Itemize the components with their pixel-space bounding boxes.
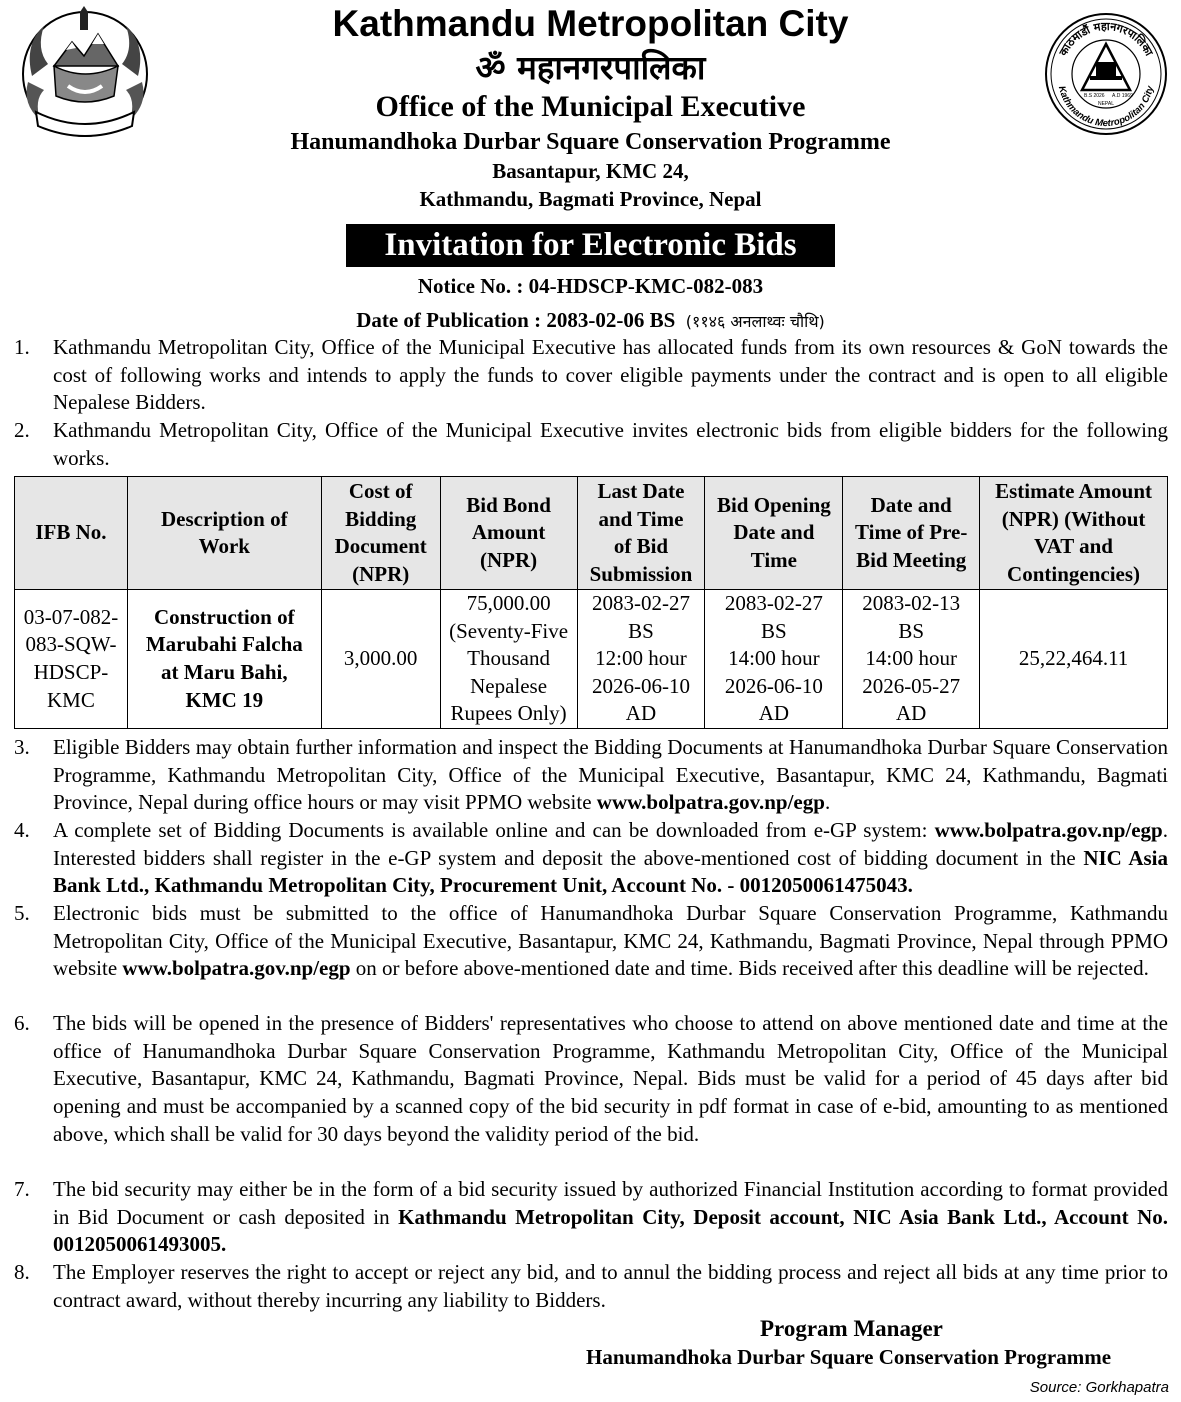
paragraph-text: The bid security may either be in the form of a bid security issued by authorized Financial Institution according to format provided in Bid Document or cash deposited in Kathmandu Metropolitan City, Deposit account, NIC Asia Bank Ltd., Account No. 0012050061493005. — [53, 1177, 1168, 1257]
cell-cost: 3,000.00 — [321, 590, 440, 729]
bank-account-text: NIC Asia Bank Ltd., Kathmandu Metropolitan City, Procurement Unit, Account No. - 0012050061475043. — [53, 845, 1168, 898]
seal-year-ad: A.D 1969 — [1112, 93, 1133, 99]
header-pre-bid-meeting: Date and Time of Pre- Bid Meeting — [843, 477, 980, 590]
paragraph-text: Eligible Bidders may obtain further information and inspect the Bidding Documents at Hanumandhoka Durbar Square Conservation Programme, Kathmandu Metropolitan City, Office of the Municipal Executive, Basantapur, KMC 24, Kathmandu, Bagmati Province, Nepal during office hours or may visit PPMO website www.bolpatra.gov.np/egp. — [53, 735, 1168, 815]
paragraph-7 — [14, 1176, 1168, 1259]
table-row — [15, 590, 1168, 729]
table-header-row — [15, 477, 1168, 590]
publication-date-label: Date of Publication : 2083-02-06 BS — [356, 308, 676, 332]
paragraph-1 — [14, 334, 1168, 417]
header-bid-opening: Bid Opening Date and Time — [705, 477, 843, 590]
works-table — [14, 476, 1168, 729]
paragraph-number: 7. — [14, 1177, 30, 1201]
cell-description: Construction of Marubahi Falcha at Maru Bahi, KMC 19 — [127, 590, 321, 729]
cell-bid-bond: 75,000.00 (Seventy-Five Thousand Nepalese Rupees Only) — [440, 590, 577, 729]
cell-bid-opening: 2083-02-27 BS 14:00 hour 2026-06-10 AD — [705, 590, 843, 729]
header-estimate-amount: Estimate Amount (NPR) (Without VAT and Contingencies) — [980, 477, 1168, 590]
paragraph-text: Kathmandu Metropolitan City, Office of the Municipal Executive invites electronic bids from eligible bidders for the following works. — [53, 418, 1168, 470]
paragraph-text: Kathmandu Metropolitan City, Office of the Municipal Executive has allocated funds from its own resources & GoN towards the cost of following works and intends to apply the funds to cover eligible payments under the contract and is open to all eligible Nepalese Bidders. — [53, 335, 1168, 415]
paragraph-5 — [14, 900, 1168, 983]
programme-name: Hanumandhoka Durbar Square Conservation Programme — [290, 129, 891, 155]
ppmo-link: www.bolpatra.gov.np/egp — [596, 790, 825, 815]
paragraph-3 — [14, 734, 1168, 817]
header-ifb-no: IFB No. — [15, 477, 128, 590]
seal-nepali-text: काठमाडौं महानगरपालिका — [1056, 19, 1156, 59]
cell-last-date: 2083-02-27 BS 12:00 hour 2026-06-10 AD — [577, 590, 705, 729]
seal-year-bs: B.S 2026 — [1084, 93, 1105, 99]
paragraph-number: 4. — [14, 818, 30, 842]
header-cost-of-document: Cost of Bidding Document (NPR) — [321, 477, 440, 590]
source-credit: Source: Gorkhapatra — [1029, 1379, 1169, 1396]
paragraph-number: 3. — [14, 735, 30, 759]
address-line-1: Basantapur, KMC 24, — [492, 159, 689, 183]
notice-title-banner: Invitation for Electronic Bids — [346, 224, 835, 267]
publication-date-nepali: (११४६ अनलाथ्वः चौथि) — [685, 312, 825, 331]
paragraph-number: 6. — [14, 1011, 30, 1035]
office-name: Office of the Municipal Executive — [375, 90, 806, 123]
paragraph-6 — [14, 1010, 1168, 1149]
seal-english-text: Kathmandu Metropolitan City — [1055, 84, 1157, 130]
notice-number: Notice No. : 04-HDSCP-KMC-082-083 — [417, 274, 764, 298]
header-bid-bond: Bid Bond Amount (NPR) — [440, 477, 577, 590]
paragraph-text: A complete set of Bidding Documents is available online and can be downloaded from e-GP system: www.bolpatra.gov.np/egp. Interested bidders shall register in the e-GP system and deposit the above-mentioned cost of bidding document in the NIC Asia Bank Ltd., Kathmandu Metropolitan City, Procurement Unit, Account No. - 0012050061475043. — [53, 818, 1168, 898]
cell-estimate-amount: 25,22,464.11 — [980, 590, 1168, 729]
paragraph-2 — [14, 417, 1168, 472]
deposit-account-text: Kathmandu Metropolitan City, Deposit account, NIC Asia Bank Ltd., Account No. 0012050061493005. — [53, 1204, 1168, 1257]
city-name-nepali: ॐ महानगरपालिका — [475, 48, 706, 87]
paragraph-number: 2. — [14, 418, 30, 442]
paragraph-text: The bids will be opened in the presence of Bidders' representatives who choose to attend on above mentioned date and time at the office of Hanumandhoka Durbar Square Conservation Programme, Kathmandu Metropolitan City, Office of the Municipal Executive, Basantapur, KMC 24, Kathmandu, Bagmati Province, Nepal. Bids must be valid for a period of 45 days after bid opening and must be accompanied by a scanned copy of the bid security in pdf format in case of e-bid, amounting to as mentioned above, which shall be valid for 30 days beyond the validity period of the bid. — [53, 1011, 1168, 1146]
city-name: Kathmandu Metropolitan City — [332, 3, 849, 44]
paragraph-number: 1. — [14, 335, 30, 359]
paragraph-8 — [14, 1259, 1168, 1314]
paragraph-text: The Employer reserves the right to accept or reject any bid, and to annul the bidding process and reject all bids at any time prior to contract award, without thereby incurring any liability to Bidders. — [53, 1260, 1168, 1312]
paragraph-number: 8. — [14, 1260, 30, 1284]
paragraph-text: Electronic bids must be submitted to the office of Hanumandhoka Durbar Square Conservation Programme, Kathmandu Metropolitan City, Office of the Municipal Executive, Basantapur, KMC 24, Kathmandu, Bagmati Province, Nepal through PPMO website www.bolpatra.gov.np/egp on or before above-mentioned date and time. Bids received after this deadline will be rejected. — [53, 901, 1168, 981]
address-line-2: Kathmandu, Bagmati Province, Nepal — [419, 187, 762, 211]
signature-title-text: Program Manager — [760, 1316, 943, 1341]
cell-pre-bid-meeting: 2083-02-13 BS 14:00 hour 2026-05-27 AD — [843, 590, 980, 729]
seal-nepal: NEPAL — [1097, 101, 1115, 107]
ppmo-link: www.bolpatra.gov.np/egp — [122, 956, 351, 981]
paragraph-4 — [14, 817, 1168, 900]
header-description: Description of Work — [127, 477, 321, 590]
egp-link: www.bolpatra.gov.np/egp — [934, 818, 1163, 842]
publication-date — [0, 306, 1181, 336]
signature-org: Hanumandhoka Durbar Square Conservation Programme — [586, 1345, 1112, 1369]
header-last-date: Last Date and Time of Bid Submission — [577, 477, 705, 590]
paragraph-number: 5. — [14, 901, 30, 925]
cell-ifb-no: 03-07-082- 083-SQW- HDSCP- KMC — [15, 590, 128, 729]
